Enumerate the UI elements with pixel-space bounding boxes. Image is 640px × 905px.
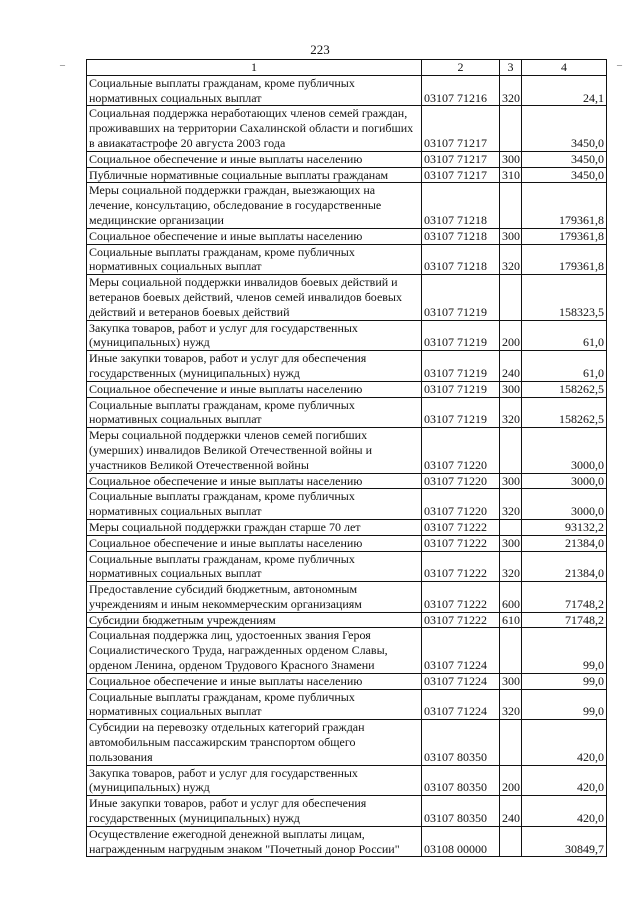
expense-type-cell: 300 (500, 535, 522, 551)
expense-type-cell (500, 106, 522, 151)
table-row (87, 826, 607, 857)
amount-cell: 158323,5 (522, 275, 607, 320)
amount-cell: 30849,7 (522, 826, 607, 857)
description-cell: Закупка товаров, работ и услуг для государственных (муниципальных) нужд (87, 320, 422, 351)
code-cell: 03107 71222 (422, 535, 500, 551)
code-cell: 03107 71219 (422, 381, 500, 397)
table-row (87, 519, 607, 535)
table-row (87, 489, 607, 520)
description-cell: Меры социальной поддержки граждан, выезжающих на лечение, консультацию, обследование в государственные медицинские организации (87, 183, 422, 228)
table-row (87, 628, 607, 673)
table-row (87, 397, 607, 428)
expense-type-cell: 310 (500, 167, 522, 183)
description-cell: Социальные выплаты гражданам, кроме публичных нормативных социальных выплат (87, 489, 422, 520)
description-cell: Социальные выплаты гражданам, кроме публичных нормативных социальных выплат (87, 75, 422, 106)
description-cell: Социальные выплаты гражданам, кроме публичных нормативных социальных выплат (87, 689, 422, 720)
table-row (87, 351, 607, 382)
expense-type-cell (500, 428, 522, 473)
expense-type-cell: 320 (500, 75, 522, 106)
budget-table (86, 59, 607, 857)
amount-cell: 99,0 (522, 628, 607, 673)
code-cell: 03107 71224 (422, 689, 500, 720)
expense-type-cell: 300 (500, 473, 522, 489)
expense-type-cell: 320 (500, 397, 522, 428)
amount-cell: 61,0 (522, 351, 607, 382)
description-cell: Социальные выплаты гражданам, кроме публичных нормативных социальных выплат (87, 551, 422, 582)
amount-cell: 158262,5 (522, 397, 607, 428)
amount-cell: 3450,0 (522, 106, 607, 151)
code-cell: 03108 00000 (422, 826, 500, 857)
table-row (87, 275, 607, 320)
expense-type-cell: 200 (500, 765, 522, 796)
column-header: 2 (422, 60, 500, 76)
description-cell: Социальное обеспечение и иные выплаты населению (87, 473, 422, 489)
amount-cell: 179361,8 (522, 183, 607, 228)
code-cell: 03107 71224 (422, 628, 500, 673)
expense-type-cell: 240 (500, 796, 522, 827)
description-cell: Социальная поддержка лиц, удостоенных звания Героя Социалистического Труда, награжденных орденом Славы, орденом Ленина, орденом Трудового Красного Знамени (87, 628, 422, 673)
description-cell: Закупка товаров, работ и услуг для государственных (муниципальных) нужд (87, 765, 422, 796)
description-cell: Субсидии на перевозку отдельных категорий граждан автомобильным пассажирским транспортом общего пользования (87, 720, 422, 765)
code-cell: 03107 71222 (422, 612, 500, 628)
amount-cell: 99,0 (522, 673, 607, 689)
table-row (87, 473, 607, 489)
description-cell: Социальное обеспечение и иные выплаты населению (87, 673, 422, 689)
amount-cell: 71748,2 (522, 612, 607, 628)
expense-type-cell: 320 (500, 689, 522, 720)
description-cell: Меры социальной поддержки инвалидов боевых действий и ветеранов боевых действий, членов семей инвалидов боевых действий и ветеранов боевых действий (87, 275, 422, 320)
table-row (87, 320, 607, 351)
table-row (87, 612, 607, 628)
expense-type-cell: 300 (500, 151, 522, 167)
expense-type-cell (500, 826, 522, 857)
table-row (87, 673, 607, 689)
code-cell: 03107 71222 (422, 551, 500, 582)
table-row (87, 75, 607, 106)
expense-type-cell: 240 (500, 351, 522, 382)
table-row (87, 689, 607, 720)
table-row (87, 720, 607, 765)
amount-cell: 3000,0 (522, 473, 607, 489)
code-cell: 03107 71218 (422, 228, 500, 244)
amount-cell: 3450,0 (522, 151, 607, 167)
amount-cell: 99,0 (522, 689, 607, 720)
amount-cell: 93132,2 (522, 519, 607, 535)
amount-cell: 21384,0 (522, 535, 607, 551)
code-cell: 03107 71220 (422, 428, 500, 473)
table-row (87, 151, 607, 167)
table-row (87, 167, 607, 183)
amount-cell: 420,0 (522, 765, 607, 796)
column-header: 3 (500, 60, 522, 76)
code-cell: 03107 71219 (422, 320, 500, 351)
table-row (87, 106, 607, 151)
amount-cell: 3000,0 (522, 489, 607, 520)
scan-mark-left: – (60, 60, 65, 71)
table-row (87, 244, 607, 275)
description-cell: Социальные выплаты гражданам, кроме публичных нормативных социальных выплат (87, 244, 422, 275)
amount-cell: 21384,0 (522, 551, 607, 582)
amount-cell: 420,0 (522, 720, 607, 765)
description-cell: Меры социальной поддержки членов семей погибших (умерших) инвалидов Великой Отечественной войны и участников Великой Отечественной войны (87, 428, 422, 473)
expense-type-cell (500, 519, 522, 535)
description-cell: Социальное обеспечение и иные выплаты населению (87, 381, 422, 397)
code-cell: 03107 71218 (422, 183, 500, 228)
code-cell: 03107 71218 (422, 244, 500, 275)
code-cell: 03107 71219 (422, 351, 500, 382)
description-cell: Субсидии бюджетным учреждениям (87, 612, 422, 628)
code-cell: 03107 71217 (422, 106, 500, 151)
code-cell: 03107 71220 (422, 473, 500, 489)
expense-type-cell: 300 (500, 673, 522, 689)
amount-cell: 3000,0 (522, 428, 607, 473)
description-cell: Публичные нормативные социальные выплаты гражданам (87, 167, 422, 183)
expense-type-cell (500, 720, 522, 765)
expense-type-cell: 320 (500, 551, 522, 582)
code-cell: 03107 80350 (422, 796, 500, 827)
expense-type-cell: 610 (500, 612, 522, 628)
expense-type-cell: 320 (500, 489, 522, 520)
expense-type-cell (500, 628, 522, 673)
expense-type-cell: 320 (500, 244, 522, 275)
amount-cell: 158262,5 (522, 381, 607, 397)
description-cell: Социальное обеспечение и иные выплаты населению (87, 228, 422, 244)
amount-cell: 24,1 (522, 75, 607, 106)
expense-type-cell: 200 (500, 320, 522, 351)
amount-cell: 420,0 (522, 796, 607, 827)
code-cell: 03107 80350 (422, 765, 500, 796)
description-cell: Социальные выплаты гражданам, кроме публичных нормативных социальных выплат (87, 397, 422, 428)
table-row (87, 535, 607, 551)
code-cell: 03107 71222 (422, 519, 500, 535)
description-cell: Осуществление ежегодной денежной выплаты лицам, награжденным нагрудным знаком "Почетный донор России" (87, 826, 422, 857)
code-cell: 03107 80350 (422, 720, 500, 765)
description-cell: Иные закупки товаров, работ и услуг для обеспечения государственных (муниципальных) нужд (87, 351, 422, 382)
amount-cell: 179361,8 (522, 228, 607, 244)
description-cell: Предоставление субсидий бюджетным, автономным учреждениям и иным некоммерческим организациям (87, 582, 422, 613)
description-cell: Иные закупки товаров, работ и услуг для обеспечения государственных (муниципальных) нужд (87, 796, 422, 827)
table-row (87, 551, 607, 582)
column-header: 4 (522, 60, 607, 76)
code-cell: 03107 71216 (422, 75, 500, 106)
amount-cell: 71748,2 (522, 582, 607, 613)
table-row (87, 582, 607, 613)
expense-type-cell (500, 183, 522, 228)
table-row (87, 796, 607, 827)
table-row (87, 228, 607, 244)
code-cell: 03107 71222 (422, 582, 500, 613)
page-number: 223 (310, 42, 330, 57)
code-cell: 03107 71219 (422, 275, 500, 320)
code-cell: 03107 71217 (422, 151, 500, 167)
column-number-row (87, 60, 607, 76)
column-header: 1 (87, 60, 422, 76)
amount-cell: 3450,0 (522, 167, 607, 183)
description-cell: Социальное обеспечение и иные выплаты населению (87, 151, 422, 167)
code-cell: 03107 71224 (422, 673, 500, 689)
table-row (87, 381, 607, 397)
code-cell: 03107 71219 (422, 397, 500, 428)
table-row (87, 765, 607, 796)
amount-cell: 61,0 (522, 320, 607, 351)
expense-type-cell: 300 (500, 381, 522, 397)
code-cell: 03107 71217 (422, 167, 500, 183)
table-row (87, 428, 607, 473)
expense-type-cell (500, 275, 522, 320)
table-row (87, 183, 607, 228)
description-cell: Социальное обеспечение и иные выплаты населению (87, 535, 422, 551)
description-cell: Социальная поддержка неработающих членов семей граждан, проживавших на территории Сахалинской области и погибших в авиакатастрофе 20 августа 2003 года (87, 106, 422, 151)
expense-type-cell: 600 (500, 582, 522, 613)
amount-cell: 179361,8 (522, 244, 607, 275)
code-cell: 03107 71220 (422, 489, 500, 520)
description-cell: Меры социальной поддержки граждан старше 70 лет (87, 519, 422, 535)
scan-mark-right: – (617, 60, 622, 71)
expense-type-cell: 300 (500, 228, 522, 244)
